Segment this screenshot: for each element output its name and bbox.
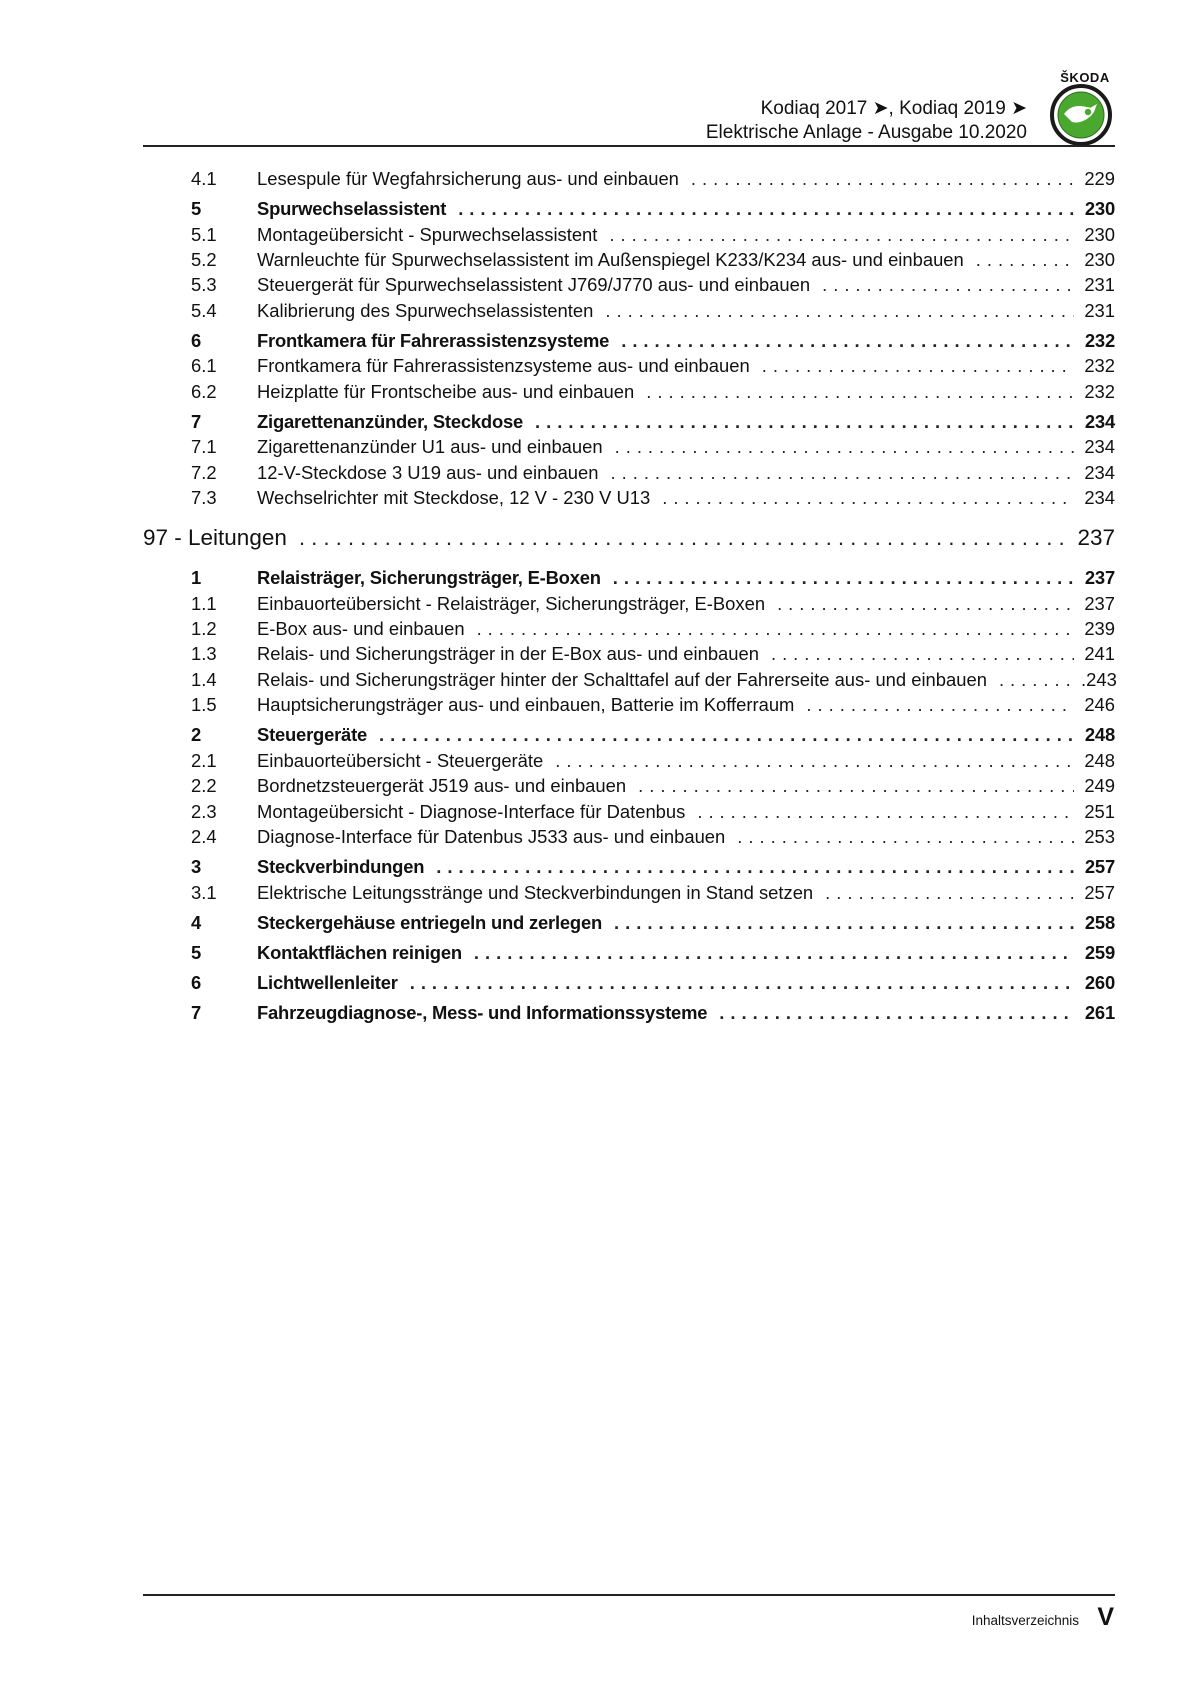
table-of-contents xyxy=(143,166,1115,1026)
toc-number: 5.4 xyxy=(191,299,217,321)
toc-number: 1.4 xyxy=(191,668,217,690)
footer-page-number: V xyxy=(1097,1603,1114,1631)
toc-number: 7.1 xyxy=(191,436,217,458)
toc-title: Relais- und Sicherungsträger hinter der Schalttafel auf der Fahrerseite aus- und einbauen xyxy=(257,668,987,690)
footer-label: Inhaltsverzeichnis xyxy=(971,1613,1079,1628)
toc-leader-dots xyxy=(299,520,1068,556)
toc-number: 2.1 xyxy=(191,749,217,771)
toc-title: Montageübersicht - Diagnose-Interface für Datenbus xyxy=(257,800,686,822)
toc-entry[interactable] xyxy=(143,434,1115,459)
toc-page-number: 260 xyxy=(1084,971,1115,993)
toc-number: 2.3 xyxy=(191,800,217,822)
toc-page-number: 237 xyxy=(1084,567,1115,589)
toc-number: 6 xyxy=(191,329,202,351)
toc-entry[interactable] xyxy=(143,485,1115,510)
toc-page-number: 241 xyxy=(1084,643,1115,665)
toc-leader-dots xyxy=(410,970,1075,995)
toc-title: Fahrzeugdiagnose-, Mess- und Informationssysteme xyxy=(257,1002,708,1024)
toc-title: Heizplatte für Frontscheibe aus- und einbauen xyxy=(257,380,635,402)
toc-section[interactable] xyxy=(143,722,1115,748)
toc-number: 5.2 xyxy=(191,248,217,270)
toc-leader-dots xyxy=(477,616,1075,641)
toc-leader-dots xyxy=(771,641,1074,666)
toc-entry[interactable] xyxy=(143,591,1115,616)
footer-divider xyxy=(143,1594,1115,1596)
toc-page-number: 234 xyxy=(1084,410,1115,432)
toc-section[interactable] xyxy=(143,565,1115,591)
header-models: Kodiaq 2017 ➤, Kodiaq 2019 ➤ xyxy=(760,98,1027,119)
toc-section[interactable] xyxy=(143,196,1115,222)
toc-number: 5.3 xyxy=(191,274,217,296)
toc-number: 3.1 xyxy=(191,881,217,903)
toc-entry[interactable] xyxy=(143,616,1115,641)
toc-section[interactable] xyxy=(143,328,1115,354)
toc-entry[interactable] xyxy=(143,272,1115,297)
toc-page-number: 251 xyxy=(1084,800,1115,822)
toc-chapter[interactable] xyxy=(143,520,1115,560)
toc-title: E-Box aus- und einbauen xyxy=(257,618,465,640)
toc-leader-dots xyxy=(474,940,1075,965)
toc-entry[interactable] xyxy=(143,641,1115,666)
toc-leader-dots xyxy=(825,880,1074,905)
toc-title: 12-V-Steckdose 3 U19 aus- und einbauen xyxy=(257,461,599,483)
toc-section[interactable] xyxy=(143,854,1115,880)
toc-page-number: 232 xyxy=(1084,380,1115,402)
toc-title: Kalibrierung des Spurwechselassistenten xyxy=(257,299,594,321)
toc-section[interactable] xyxy=(143,970,1115,996)
toc-title: Einbauorteübersicht - Relaisträger, Sicherungsträger, E-Boxen xyxy=(257,592,766,614)
toc-entry[interactable] xyxy=(143,460,1115,485)
toc-title: Zigarettenanzünder U1 aus- und einbauen xyxy=(257,436,603,458)
toc-page-number: 258 xyxy=(1084,911,1115,933)
toc-title: Steuergeräte xyxy=(257,724,368,746)
toc-entry[interactable] xyxy=(143,799,1115,824)
toc-number: 7.3 xyxy=(191,487,217,509)
toc-title: Lesespule für Wegfahrsicherung aus- und einbauen xyxy=(257,168,679,189)
toc-title: Bordnetzsteuergerät J519 aus- und einbauen xyxy=(257,775,627,797)
toc-leader-dots xyxy=(719,1000,1075,1025)
toc-leader-dots xyxy=(691,166,1074,191)
toc-title: Warnleuchte für Spurwechselassistent im Außenspiegel K233/K234 aus- und einbauen xyxy=(257,248,964,270)
toc-leader-dots xyxy=(697,799,1074,824)
toc-number: 4.1 xyxy=(191,168,217,189)
toc-number: 1.5 xyxy=(191,694,217,716)
toc-page-number: 231 xyxy=(1084,299,1115,321)
toc-page-number: 261 xyxy=(1084,1002,1115,1024)
toc-leader-dots xyxy=(458,196,1075,221)
toc-section[interactable] xyxy=(143,910,1115,936)
toc-number: 1.3 xyxy=(191,643,217,665)
toc-leader-dots xyxy=(777,591,1074,616)
toc-leader-dots xyxy=(610,460,1074,485)
toc-page-number: 257 xyxy=(1084,881,1115,903)
toc-title: Relaisträger, Sicherungsträger, E-Boxen xyxy=(257,567,601,589)
header-subtitle: Elektrische Anlage - Ausgabe 10.2020 xyxy=(705,122,1027,143)
toc-title: Relais- und Sicherungsträger in der E-Box aus- und einbauen xyxy=(257,643,759,665)
toc-number: 2 xyxy=(191,724,202,746)
toc-title: Kontaktflächen reinigen xyxy=(257,941,462,963)
brand-wordmark: ŠKODA xyxy=(1060,70,1110,85)
toc-page-number: 253 xyxy=(1084,825,1115,847)
toc-title: Wechselrichter mit Steckdose, 12 V - 230 V U13 xyxy=(257,487,651,509)
toc-leader-dots xyxy=(555,748,1074,773)
toc-page-number: 231 xyxy=(1084,274,1115,296)
toc-number: 2.4 xyxy=(191,825,217,847)
toc-title: Elektrische Leitungsstränge und Steckverbindungen in Stand setzen xyxy=(257,881,814,903)
toc-section[interactable] xyxy=(143,409,1115,435)
toc-title: Einbauorteübersicht - Steuergeräte xyxy=(257,749,544,771)
toc-page-number: 257 xyxy=(1084,855,1115,877)
toc-title: Frontkamera für Fahrerassistenzsysteme xyxy=(257,329,610,351)
toc-title: Montageübersicht - Spurwechselassistent xyxy=(257,223,598,245)
toc-leader-dots xyxy=(806,692,1074,717)
toc-entry[interactable] xyxy=(143,166,1115,191)
toc-number: 7 xyxy=(191,1002,202,1024)
toc-entry[interactable] xyxy=(143,880,1115,905)
toc-title: Lichtwellenleiter xyxy=(257,971,398,993)
toc-number: 6.2 xyxy=(191,380,217,402)
toc-leader-dots xyxy=(662,485,1074,510)
toc-leader-dots xyxy=(638,773,1074,798)
toc-page-number: 229 xyxy=(1084,168,1115,189)
toc-leader-dots xyxy=(615,434,1075,459)
toc-number: 2.2 xyxy=(191,775,217,797)
toc-leader-dots xyxy=(379,722,1075,747)
toc-leader-dots xyxy=(535,409,1075,434)
toc-page-number: 259 xyxy=(1084,941,1115,963)
toc-title: Steuergerät für Spurwechselassistent J769/J770 aus- und einbauen xyxy=(257,274,811,296)
toc-page-number: 248 xyxy=(1084,724,1115,746)
toc-number: 1 xyxy=(191,567,202,589)
toc-title: Hauptsicherungsträger aus- und einbauen, Batterie im Kofferraum xyxy=(257,694,795,716)
toc-entry[interactable] xyxy=(143,748,1115,773)
toc-entry[interactable] xyxy=(143,379,1115,404)
toc-page-number: 230 xyxy=(1084,197,1115,219)
toc-title: Steckergehäuse entriegeln und zerlegen xyxy=(257,911,603,933)
toc-leader-dots xyxy=(609,222,1074,247)
toc-title: Steckverbindungen xyxy=(257,855,425,877)
toc-leader-dots xyxy=(999,667,1071,692)
toc-leader-dots xyxy=(762,353,1075,378)
toc-number: 5.1 xyxy=(191,223,217,245)
toc-number: 6.1 xyxy=(191,355,217,377)
toc-entry[interactable] xyxy=(143,247,1115,272)
toc-leader-dots xyxy=(614,910,1075,935)
toc-section[interactable] xyxy=(143,1000,1115,1026)
toc-number: 5 xyxy=(191,941,202,963)
toc-number: 7 xyxy=(191,410,202,432)
toc-page-number: 230 xyxy=(1084,223,1115,245)
toc-number: 4 xyxy=(191,911,202,933)
toc-number: 1.2 xyxy=(191,618,217,640)
toc-leader-dots xyxy=(613,565,1075,590)
toc-page-number: .243 xyxy=(1081,668,1117,690)
toc-leader-dots xyxy=(621,328,1075,353)
toc-title: 97 - Leitungen xyxy=(143,525,287,551)
toc-page-number: 246 xyxy=(1084,694,1115,716)
toc-entry[interactable] xyxy=(143,667,1115,692)
toc-section[interactable] xyxy=(143,940,1115,966)
skoda-logo-icon xyxy=(1050,84,1112,146)
toc-entry[interactable] xyxy=(143,353,1115,378)
toc-leader-dots xyxy=(646,379,1074,404)
toc-title: Spurwechselassistent xyxy=(257,197,447,219)
toc-leader-dots xyxy=(737,824,1074,849)
toc-number: 6 xyxy=(191,971,202,993)
toc-entry[interactable] xyxy=(143,692,1115,717)
toc-leader-dots xyxy=(976,247,1075,272)
toc-entry[interactable] xyxy=(143,824,1115,849)
toc-page-number: 232 xyxy=(1084,329,1115,351)
toc-title: Diagnose-Interface für Datenbus J533 aus- und einbauen xyxy=(257,825,726,847)
toc-page-number: 234 xyxy=(1084,461,1115,483)
toc-title: Frontkamera für Fahrerassistenzsysteme aus- und einbauen xyxy=(257,355,750,377)
toc-entry[interactable] xyxy=(143,222,1115,247)
header-divider xyxy=(143,145,1115,147)
toc-number: 5 xyxy=(191,197,202,219)
toc-number: 3 xyxy=(191,855,202,877)
toc-leader-dots xyxy=(822,272,1074,297)
toc-number: 1.1 xyxy=(191,592,217,614)
toc-title: Zigarettenanzünder, Steckdose xyxy=(257,410,524,432)
toc-entry[interactable] xyxy=(143,773,1115,798)
toc-page-number: 239 xyxy=(1084,618,1115,640)
toc-leader-dots xyxy=(436,854,1075,879)
toc-leader-dots xyxy=(605,298,1074,323)
toc-page-number: 234 xyxy=(1084,436,1115,458)
toc-page-number: 249 xyxy=(1084,775,1115,797)
toc-page-number: 232 xyxy=(1084,355,1115,377)
toc-page-number: 237 xyxy=(1077,525,1115,551)
toc-page-number: 248 xyxy=(1084,749,1115,771)
toc-page-number: 237 xyxy=(1084,592,1115,614)
toc-page-number: 230 xyxy=(1084,248,1115,270)
toc-entry[interactable] xyxy=(143,298,1115,323)
toc-page-number: 234 xyxy=(1084,487,1115,509)
toc-number: 7.2 xyxy=(191,461,217,483)
